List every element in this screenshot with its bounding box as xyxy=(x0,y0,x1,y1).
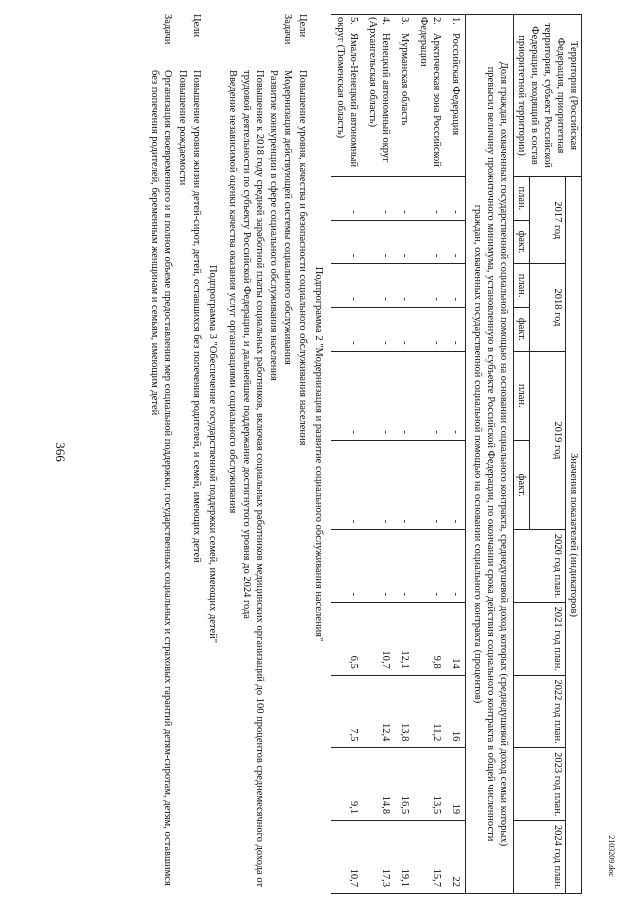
row-number: 5. xyxy=(348,17,359,25)
value-cell: - xyxy=(363,440,395,529)
header-fact: факт. xyxy=(514,220,530,264)
value-cell: - xyxy=(414,530,446,603)
header-year-2019: 2019 год xyxy=(530,351,566,530)
value-cell: - xyxy=(395,530,414,603)
territory-name: Арктическая зона Российской Федерации xyxy=(418,17,442,167)
value-cell: 6,5 xyxy=(331,602,363,675)
value-cell: - xyxy=(363,264,395,308)
tasks-list xyxy=(147,70,174,894)
header-values: Значения показателей (индикаторов) xyxy=(566,177,582,894)
value-cell: - xyxy=(331,307,363,351)
row-number: 4. xyxy=(380,17,391,25)
header-plan: план. xyxy=(514,264,530,308)
header-year-2023: 2023 год план. xyxy=(514,748,566,821)
territory-cell xyxy=(331,15,363,177)
header-fact: факт. xyxy=(514,440,530,529)
value-cell: - xyxy=(395,264,414,308)
value-cell: - xyxy=(363,530,395,603)
value-cell: - xyxy=(395,220,414,264)
header-plan: план. xyxy=(514,351,530,440)
goals-label: Цели xyxy=(297,14,308,38)
table-row xyxy=(395,15,414,894)
value-cell: 12,1 xyxy=(395,602,414,675)
goals-list xyxy=(295,70,309,894)
header-year-2022: 2022 год план. xyxy=(514,675,566,748)
subprogram-2-tasks xyxy=(225,14,294,894)
row-number: 2. xyxy=(431,17,442,25)
territory-name: Ямало-Ненецкий автономный округ (Тюменская область) xyxy=(335,17,359,168)
subprogram-2-title: Подпрограмма 2 "Модернизация и развитие социального обслуживания населения" xyxy=(313,266,324,642)
value-cell: - xyxy=(331,264,363,308)
table-row xyxy=(331,15,363,894)
value-cell: - xyxy=(414,220,446,264)
list-item: Развитие конкуренции в сфере социального обслуживания населения xyxy=(268,70,279,381)
value-cell: - xyxy=(446,351,466,440)
value-cell: 22 xyxy=(446,821,466,894)
row-number: 3. xyxy=(399,17,410,25)
subprogram-3-goals xyxy=(175,14,203,894)
territory-name: Мурманская область xyxy=(399,33,410,126)
value-cell: 14,8 xyxy=(363,748,395,821)
value-cell: - xyxy=(446,220,466,264)
value-cell: - xyxy=(414,351,446,440)
row-number: 1. xyxy=(450,17,461,25)
header-year-2018: 2018 год xyxy=(530,264,566,351)
value-cell: 7,5 xyxy=(331,675,363,748)
value-cell: - xyxy=(363,220,395,264)
value-cell: 10,7 xyxy=(331,821,363,894)
value-cell: - xyxy=(331,351,363,440)
header-territory: Территория (Российская Федерация, приоритетная территория, субъект Российской Федерации, входящий в состав приоритетной территории) xyxy=(514,15,582,177)
goals-list xyxy=(175,70,203,894)
value-cell: - xyxy=(414,264,446,308)
table-row xyxy=(363,15,395,894)
rotated-page xyxy=(52,14,582,894)
header-year-2017: 2017 год xyxy=(530,177,566,264)
value-cell: - xyxy=(395,307,414,351)
territory-name: Российская Федерация xyxy=(450,33,461,136)
indicator-description: Доля граждан, охваченных государственной социальной помощью на основании социального контракта, среднедушевой доход которых (среднедушевой доход семьи которых) превысил величину прожиточного минимума, установленную в субъекте Российской Федерации, по окончании срока действия социального контракта в общей численности граждан, охваченных государственной социальной помощью на основании социального контракта (процентов) xyxy=(466,15,514,894)
value-cell: - xyxy=(446,264,466,308)
territory-cell xyxy=(395,15,414,177)
subprogram-3-title: Подпрограмма 3 "Обеспечение государственной поддержки семей, имеющих детей" xyxy=(207,264,218,644)
list-item: Повышение к 2018 году средней заработной платы социальных работников, включая социальных работников медицинских организаций до 100 процентов среднемесячного дохода от трудовой деятельности по субъекту Российской Федерации, и дальнейшее поддержание достигнутого уровня до 2024 года xyxy=(241,70,265,888)
value-cell: 19,1 xyxy=(395,821,414,894)
list-item: Повышение уровня жизни детей-сирот, детей, оставшихся без попечения родителей, и семей, имеющих детей xyxy=(191,70,202,563)
value-cell: - xyxy=(363,351,395,440)
territory-cell xyxy=(446,15,466,177)
territory-cell xyxy=(414,15,446,177)
value-cell: 9,1 xyxy=(331,748,363,821)
header-year-2024: 2024 год план. xyxy=(514,821,566,894)
table-row xyxy=(414,15,446,894)
value-cell: - xyxy=(446,307,466,351)
value-cell: 9,8 xyxy=(414,602,446,675)
value-cell: - xyxy=(395,351,414,440)
territory-name: Ненецкий автономный округ (Архангельская область) xyxy=(367,17,391,163)
value-cell: - xyxy=(363,307,395,351)
value-cell: - xyxy=(414,440,446,529)
value-cell: - xyxy=(331,177,363,221)
list-item: Организация своевременного и в полном объеме предоставления мер социальной поддержки, государственных социальных и страховых гарантий детям-сиротам, детям, оставшимся без попечения родителей, беременным женщинам и семьям, имеющим детей xyxy=(149,70,173,886)
document-code: 2103209.doc xyxy=(607,835,616,877)
value-cell: - xyxy=(414,177,446,221)
subprogram-2-goals xyxy=(295,14,309,894)
tasks-label: Задачи xyxy=(162,14,173,45)
value-cell: - xyxy=(363,177,395,221)
page-content xyxy=(52,14,582,894)
value-cell: 11,2 xyxy=(414,675,446,748)
value-cell: 16 xyxy=(446,675,466,748)
header-plan: план. xyxy=(514,177,530,221)
value-cell: - xyxy=(395,177,414,221)
page-number: 366 xyxy=(53,442,68,462)
list-item: Модернизация действующей системы социального обслуживания xyxy=(282,70,293,365)
header-fact: факт. xyxy=(514,307,530,351)
table-row xyxy=(446,15,466,894)
value-cell: - xyxy=(331,220,363,264)
value-cell: 10,7 xyxy=(363,602,395,675)
list-item: Повышение уровня, качества и безопасности социального обслуживания населения xyxy=(297,70,308,446)
value-cell: 12,4 xyxy=(363,675,395,748)
subprogram-3-tasks xyxy=(147,14,174,894)
header-year-2020: 2020 год план. xyxy=(514,530,566,603)
tasks-label: Задачи xyxy=(282,14,293,45)
value-cell: 19 xyxy=(446,748,466,821)
value-cell: 14 xyxy=(446,602,466,675)
list-item: Введение независимой оценки качества оказания услуг организациями социального обслуживания xyxy=(227,70,238,514)
value-cell: 13,5 xyxy=(414,748,446,821)
header-year-2021: 2021 год план. xyxy=(514,602,566,675)
value-cell: 13,8 xyxy=(395,675,414,748)
value-cell: - xyxy=(331,440,363,529)
value-cell: - xyxy=(446,440,466,529)
value-cell: 16,5 xyxy=(395,748,414,821)
value-cell: 15,7 xyxy=(414,821,446,894)
goals-label: Цели xyxy=(191,14,202,38)
list-item: Повышение рождаемости xyxy=(177,70,188,186)
value-cell: - xyxy=(446,530,466,603)
value-cell: - xyxy=(414,307,446,351)
value-cell: - xyxy=(395,440,414,529)
value-cell: - xyxy=(446,177,466,221)
value-cell: - xyxy=(331,530,363,603)
value-cell: 17,3 xyxy=(363,821,395,894)
indicator-table xyxy=(331,14,582,894)
tasks-list xyxy=(225,70,294,894)
territory-cell xyxy=(363,15,395,177)
